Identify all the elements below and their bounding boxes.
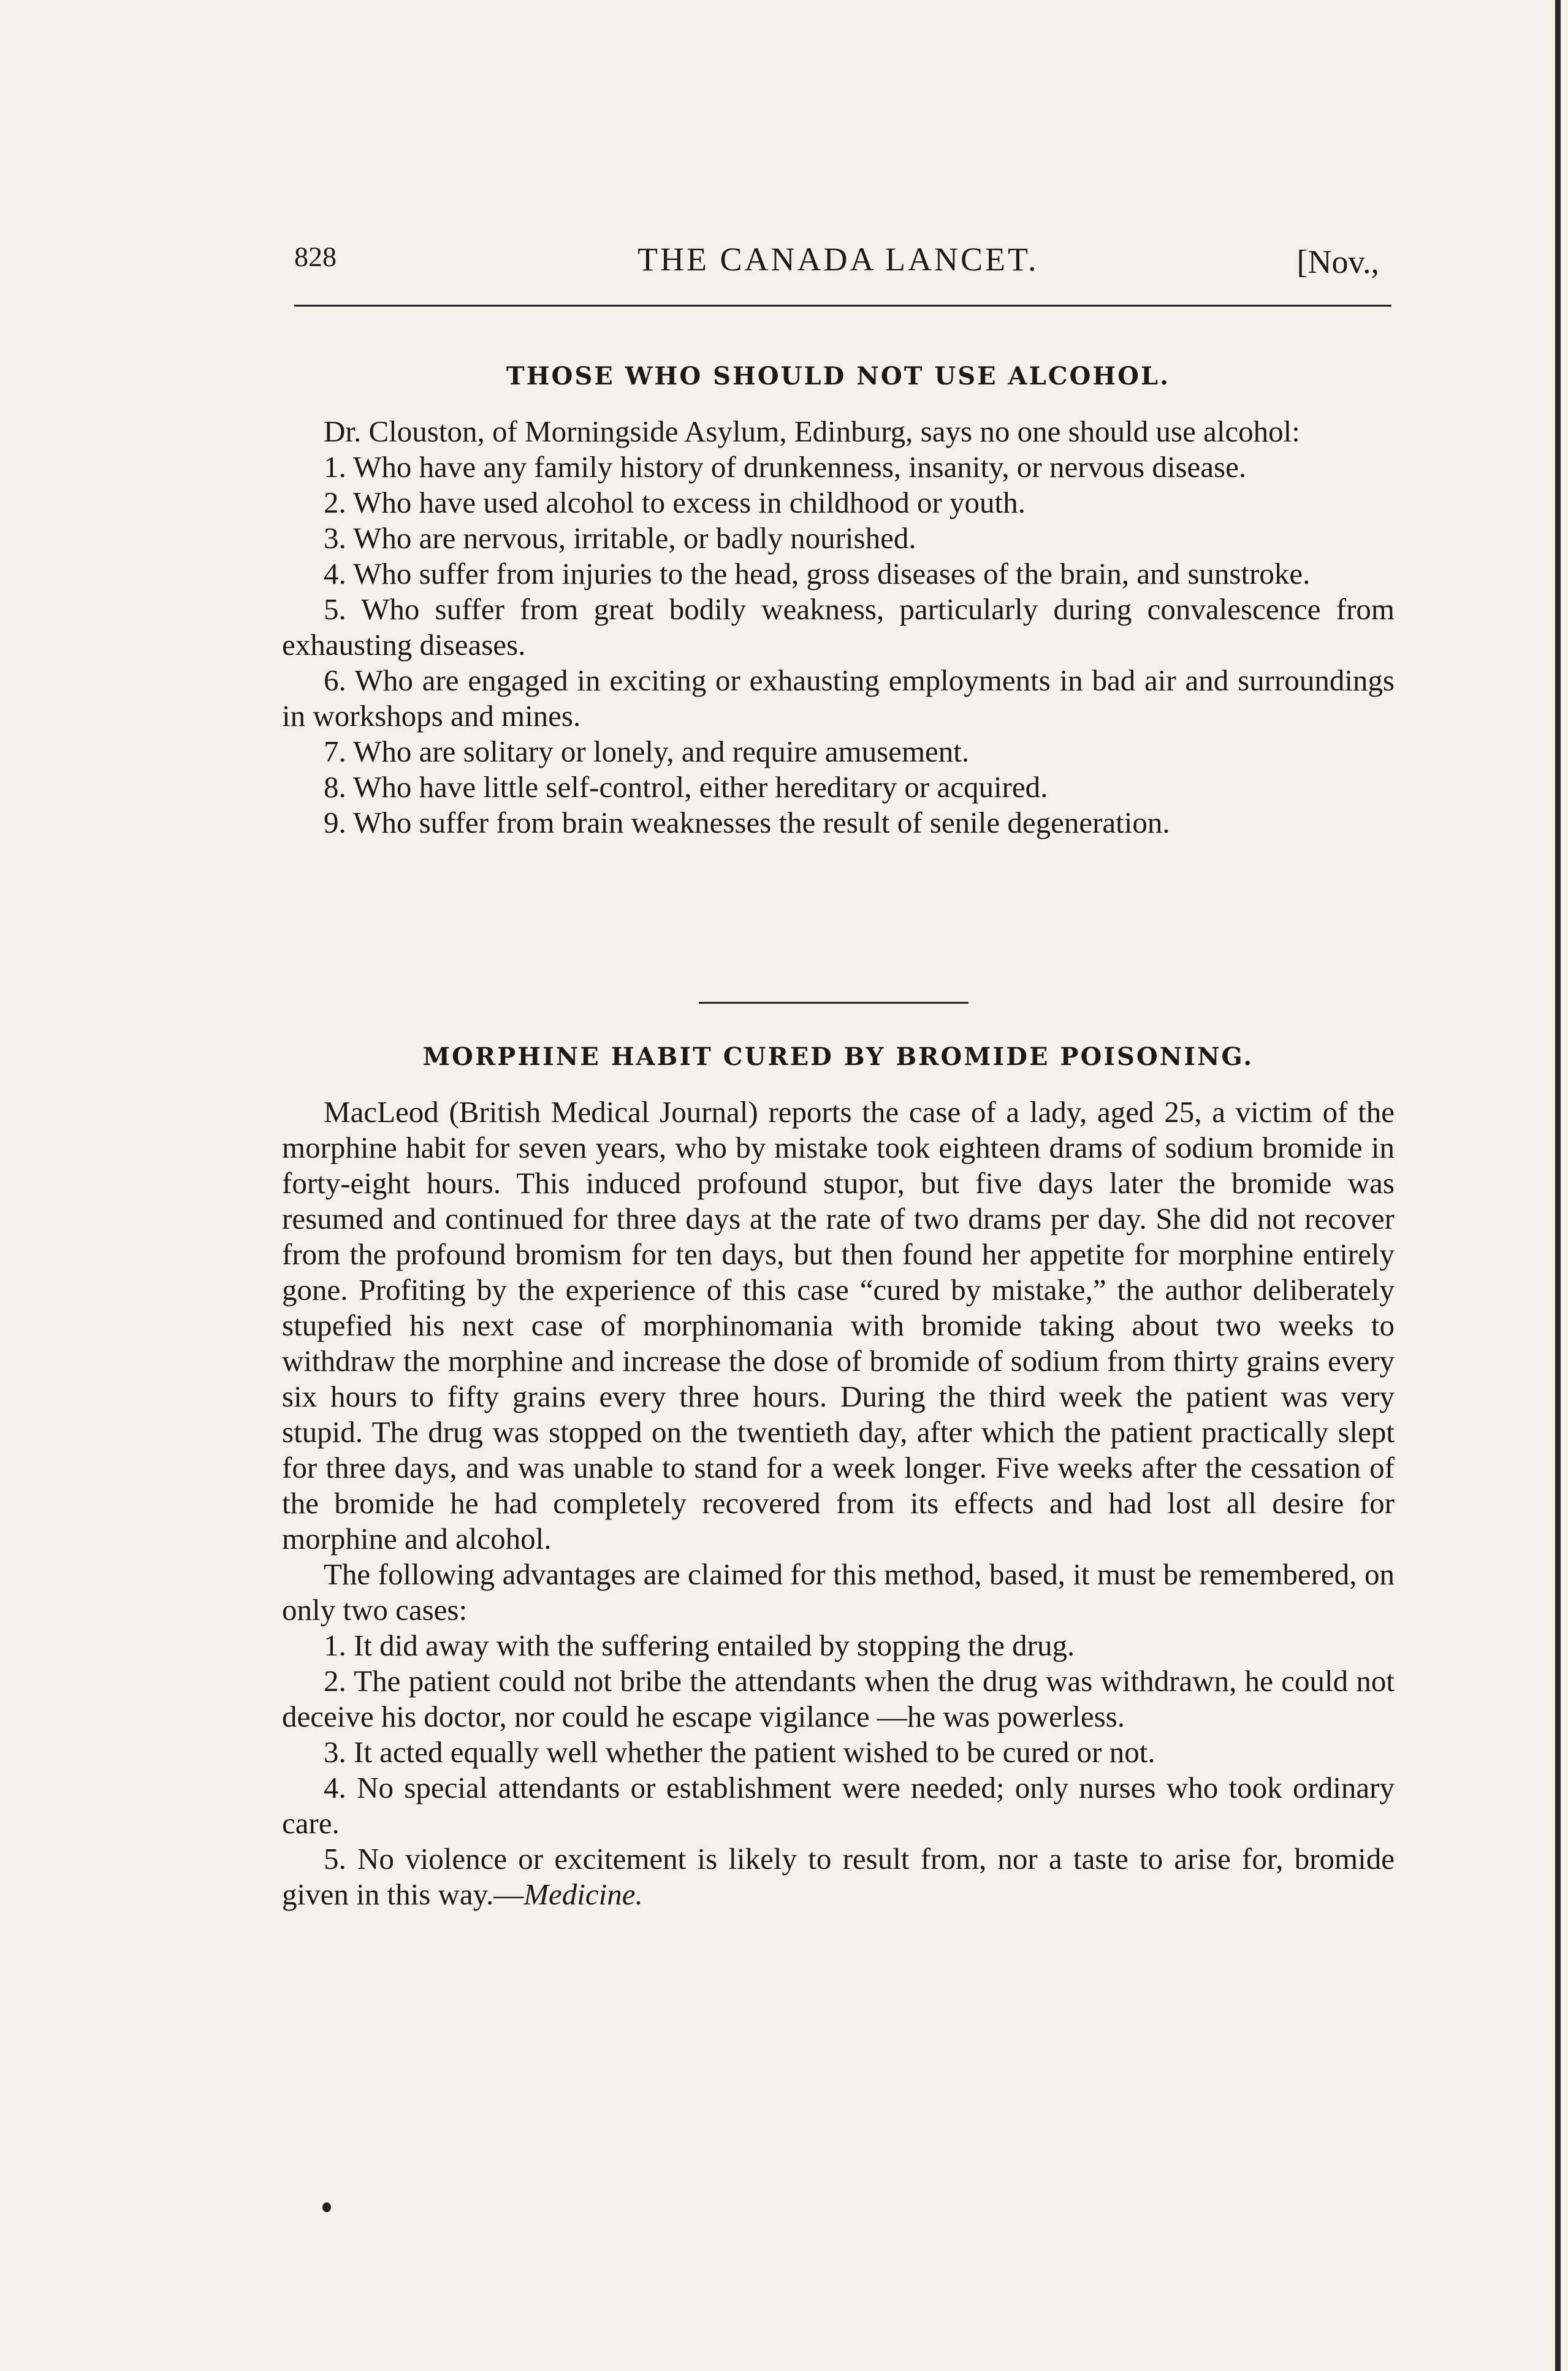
article-heading: THOSE WHO SHOULD NOT USE ALCOHOL. [506, 362, 1171, 391]
list-item: 3. It acted equally well whether the patient wished to be cured or not. [324, 1735, 1155, 1769]
list-item: 2. The patient could not bribe the attendants when the drug was withdrawn, he could not deceive his doctor, nor could he escape vigilance —he was powerless. [282, 1664, 1395, 1733]
source-citation: Medicine. [523, 1877, 643, 1911]
list-item [282, 1841, 1395, 1912]
list-item: 3. Who are nervous, irritable, or badly nourished. [324, 521, 916, 555]
header-rule [294, 305, 1391, 307]
article-alcohol [282, 362, 1395, 841]
article-paragraph: The following advantages are claimed for this method, based, it must be remembered, on only two cases: [282, 1557, 1395, 1627]
advantages-list [282, 1628, 1395, 1912]
binding-edge [1555, 0, 1561, 2371]
list-item: 2. Who have used alcohol to excess in childhood or youth. [324, 486, 1026, 519]
section-divider [699, 1002, 969, 1004]
article-intro: Dr. Clouston, of Morningside Asylum, Edinburg, says no one should use alcohol: [324, 414, 1300, 448]
page-header [294, 240, 1398, 289]
list-item: 7. Who are solitary or lonely, and require amusement. [324, 735, 970, 768]
running-title: THE CANADA LANCET. [637, 241, 1039, 278]
list-item: 9. Who suffer from brain weaknesses the result of senile degeneration. [324, 806, 1170, 839]
list-item: 1. It did away with the suffering entailed by stopping the drug. [324, 1628, 1075, 1662]
article-heading: MORPHINE HABIT CURED BY BROMIDE POISONING. [422, 1042, 1254, 1071]
list-item: 5. Who suffer from great bodily weakness, particularly during convalescence from exhausting diseases. [282, 592, 1395, 662]
list-item: 1. Who have any family history of drunkenness, insanity, or nervous disease. [324, 450, 1247, 484]
list-item-text: 5. No violence or excitement is likely to result from, nor a taste to arise for, bromide given in this way.— [282, 1842, 1395, 1911]
ink-mark [322, 2202, 331, 2212]
list-item: 8. Who have little self-control, either hereditary or acquired. [324, 770, 1048, 804]
article-paragraph: MacLeod (British Medical Journal) reports the case of a lady, aged 25, a victim of the morphine habit for seven years, who by mistake took eighteen drams of sodium bromide in forty-eight hours. This induced profound stupor, but five days later the bromide was resumed and continued for three days at the rate of two drams per day. She did not recover from the profound bromism for ten days, but then found her appetite for morphine entirely gone. Profiting by the experience of this case “cured by mistake,” the author deliberately stupefied his next case of morphinomania with bromide taking about two weeks to withdraw the morphine and increase the dose of bromide of sodium from thirty grains every six hours to fifty grains every three hours. During the third week the patient was very stupid. The drug was stopped on the twentieth day, after which the patient practically slept for three days, and was unable to stand for a week longer. Five weeks after the cessation of the bromide he had completely recovered from its effects and had lost all desire for morphine and alcohol. [282, 1095, 1395, 1556]
list-item: 4. No special attendants or establishment were needed; only nurses who took ordinary care. [282, 1771, 1395, 1840]
issue-month: [Nov., [1296, 243, 1379, 280]
alcohol-list [282, 449, 1395, 841]
page-number: 828 [294, 241, 337, 272]
list-item: 4. Who suffer from injuries to the head, gross diseases of the brain, and sunstroke. [324, 557, 1311, 590]
list-item: 6. Who are engaged in exciting or exhausting employments in bad air and surroundings in workshops and mines. [282, 663, 1395, 733]
article-morphine [282, 1042, 1395, 1912]
